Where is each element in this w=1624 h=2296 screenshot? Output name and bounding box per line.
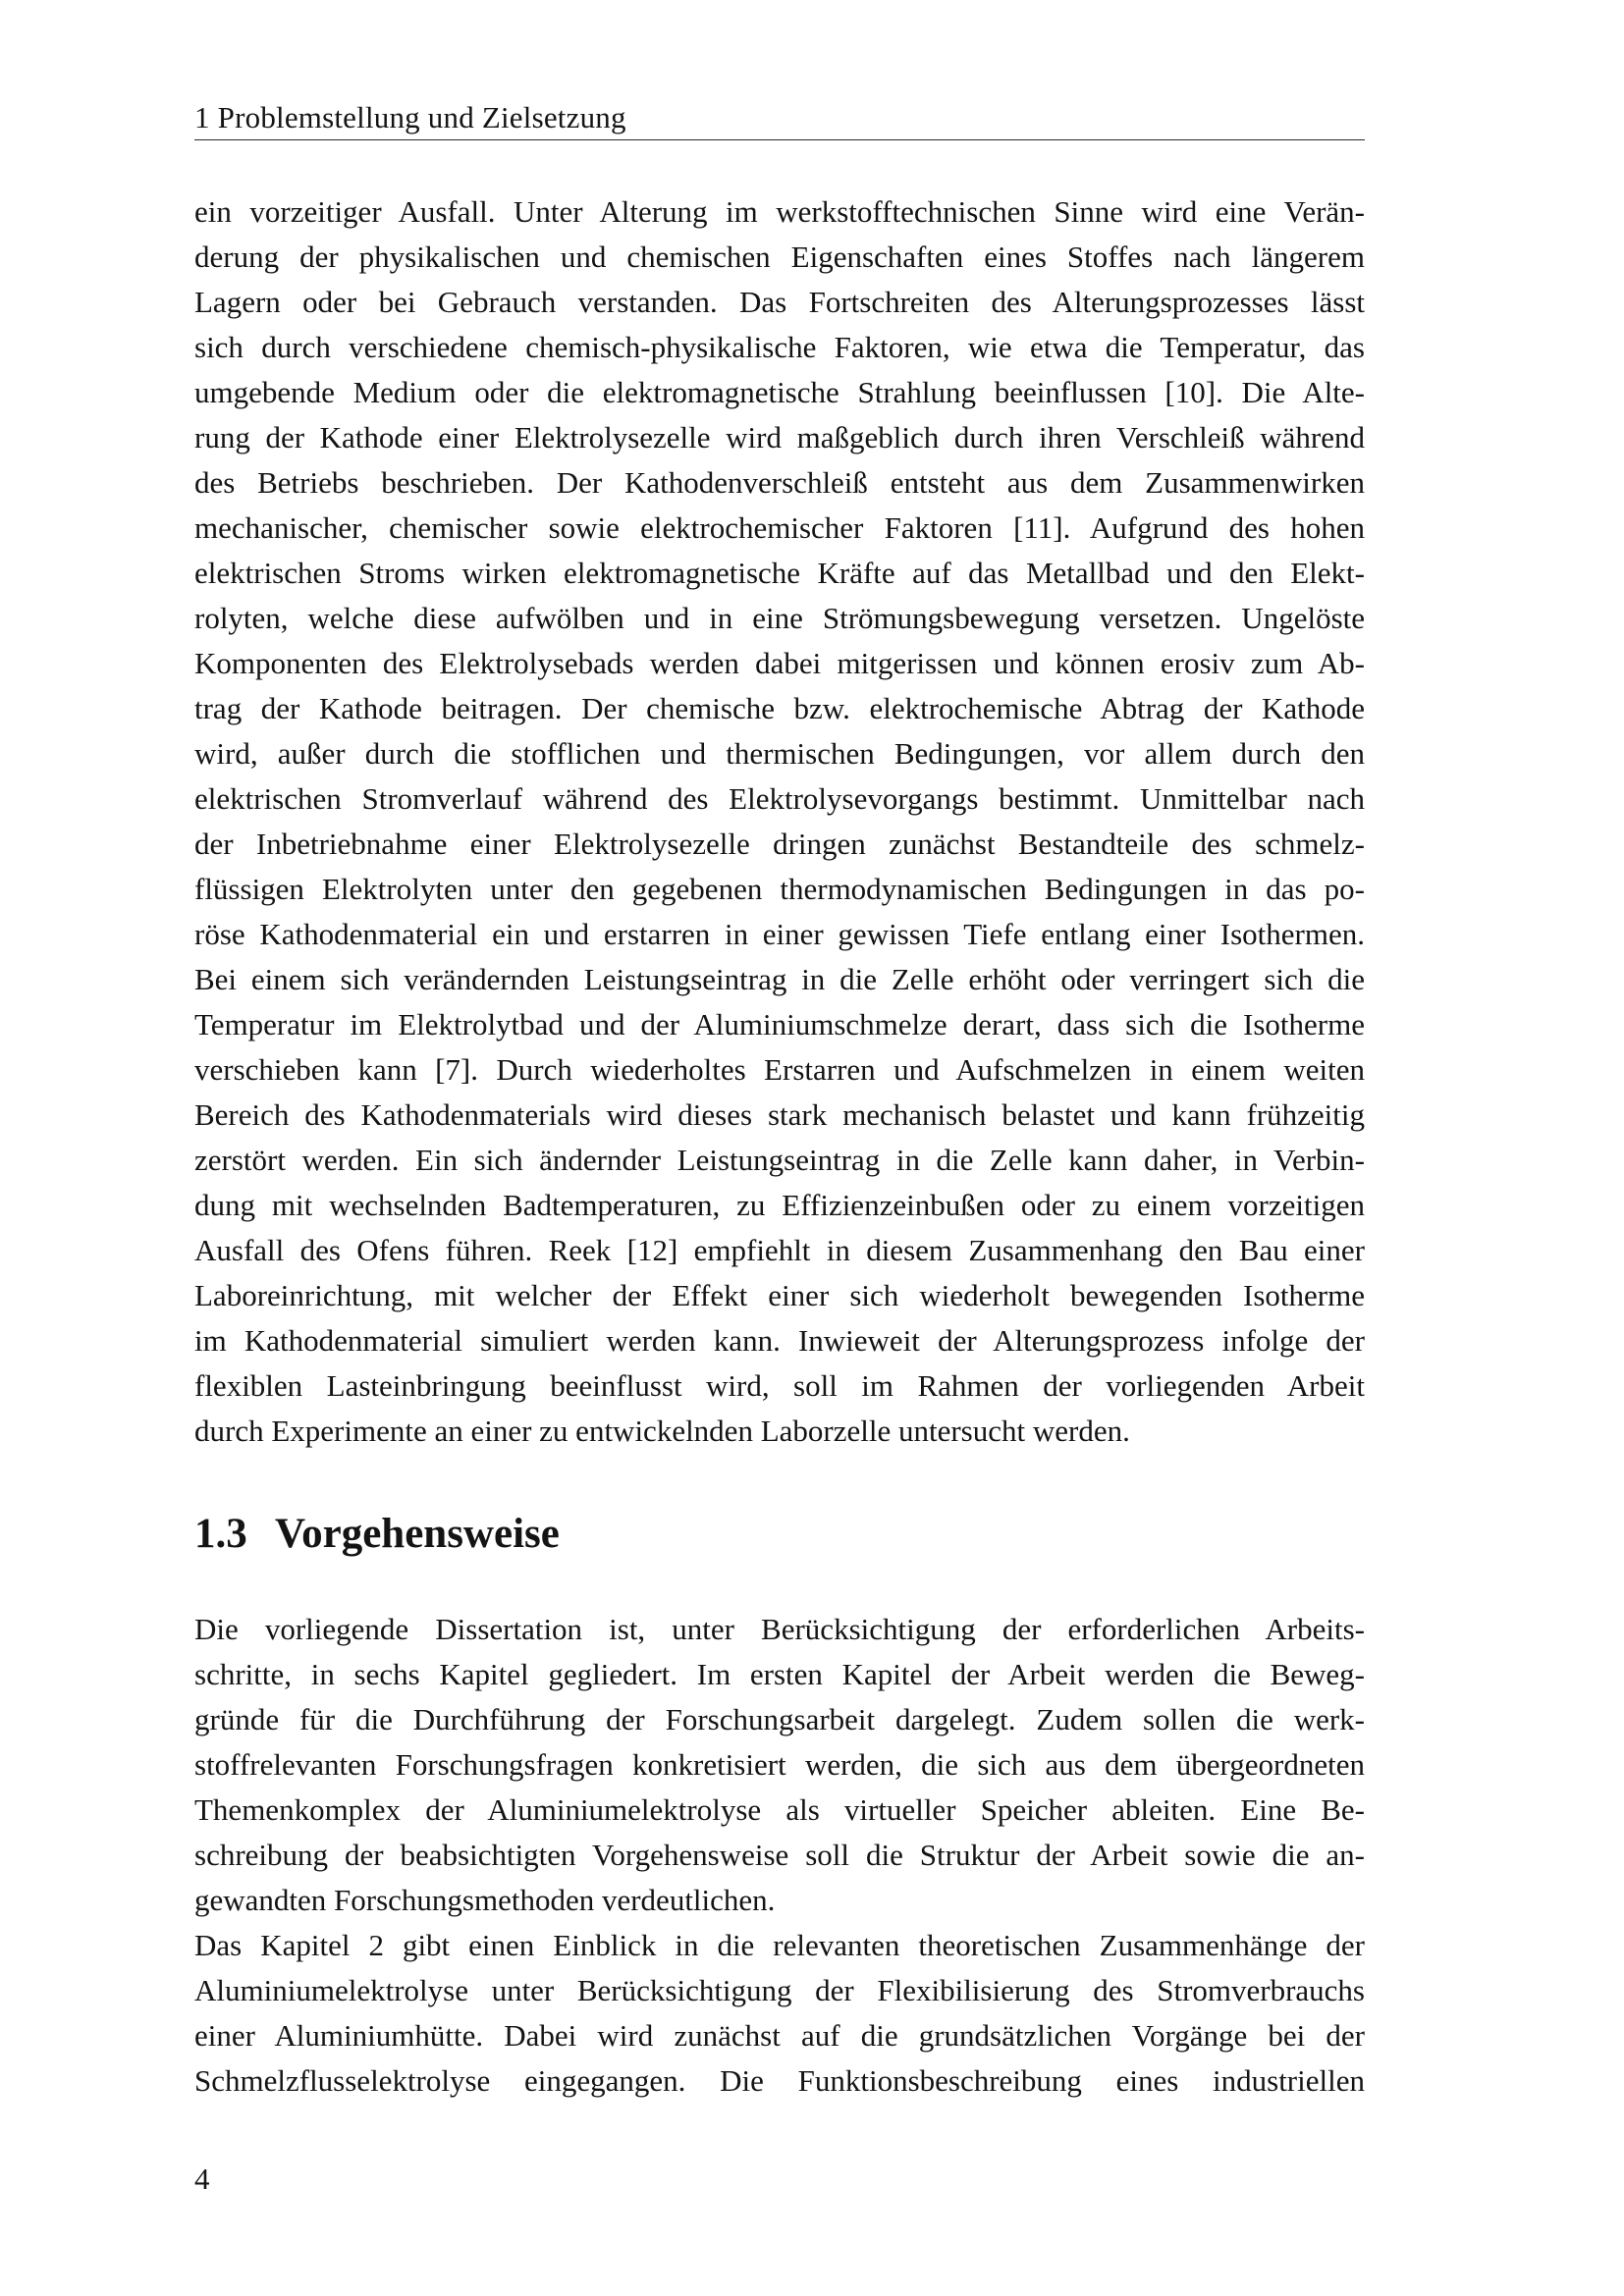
text-line: trag der Kathode beitragen. Der chemische bzw. elektrochemische Abtrag der Kathode bbox=[194, 691, 1365, 725]
text-line: im Kathodenmaterial simuliert werden kann. Inwieweit der Alterungsprozess infolge der bbox=[194, 1323, 1365, 1358]
text-line: Lagern oder bei Gebrauch verstanden. Das Fortschreiten des Alterungsprozesses lässt bbox=[194, 285, 1365, 319]
text-line: Bei einem sich verändernden Leistungseintrag in die Zelle erhöht oder verringert sich die bbox=[194, 962, 1365, 996]
running-header: 1 Problemstellung und Zielsetzung bbox=[194, 100, 626, 134]
paragraph-structure bbox=[194, 1607, 1365, 1923]
text-line: rolyten, welche diese aufwölben und in eine Strömungsbewegung versetzen. Ungelöste bbox=[194, 601, 1365, 635]
paragraph-aging bbox=[194, 189, 1365, 1454]
section-number: 1.3 bbox=[194, 1511, 247, 1557]
body-text-block-2 bbox=[194, 1607, 1365, 2104]
text-line: einer Aluminiumhütte. Dabei wird zunächst auf die grundsätzlichen Vorgänge bei der bbox=[194, 2018, 1365, 2053]
text-line: stoffrelevanten Forschungsfragen konkretisiert werden, die sich aus dem übergeordneten bbox=[194, 1747, 1365, 1782]
section-title: Vorgehensweise bbox=[275, 1511, 560, 1557]
text-line: schritte, in sechs Kapitel gegliedert. Im ersten Kapitel der Arbeit werden die Beweg- bbox=[194, 1657, 1365, 1691]
text-line: des Betriebs beschrieben. Der Kathodenverschleiß entsteht aus dem Zusammenwirken bbox=[194, 465, 1365, 500]
text-line: umgebende Medium oder die elektromagnetische Strahlung beeinflussen [10]. Die Alte- bbox=[194, 375, 1365, 409]
text-line: der Inbetriebnahme einer Elektrolysezelle dringen zunächst Bestandteile des schmelz- bbox=[194, 827, 1365, 861]
text-line: gewandten Forschungsmethoden verdeutlichen. bbox=[194, 1883, 776, 1917]
header-rule bbox=[194, 139, 1365, 140]
text-line: dung mit wechselnden Badtemperaturen, zu Effizienzeinbußen oder zu einem vorzeitigen bbox=[194, 1188, 1365, 1222]
text-line: elektrischen Stromverlauf während des Elektrolysevorgangs bestimmt. Unmittelbar nach bbox=[194, 781, 1365, 816]
text-line: Aluminiumelektrolyse unter Berücksichtigung der Flexibilisierung des Stromverbrauchs bbox=[194, 1973, 1365, 2007]
text-line: Komponenten des Elektrolysebads werden dabei mitgerissen und können erosiv zum Ab- bbox=[194, 646, 1365, 680]
text-line: zerstört werden. Ein sich ändernder Leistungseintrag in die Zelle kann daher, in Verbin- bbox=[194, 1143, 1365, 1177]
text-line: derung der physikalischen und chemischen Eigenschaften eines Stoffes nach längerem bbox=[194, 240, 1365, 274]
text-line: Laboreinrichtung, mit welcher der Effekt einer sich wiederholt bewegenden Isotherme bbox=[194, 1278, 1365, 1312]
text-line: elektrischen Stroms wirken elektromagnetische Kräfte auf das Metallbad und den Elekt- bbox=[194, 556, 1365, 590]
text-line: Temperatur im Elektrolytbad und der Aluminiumschmelze derart, dass sich die Isotherme bbox=[194, 1007, 1365, 1041]
text-line: Bereich des Kathodenmaterials wird dieses stark mechanisch belastet und kann frühzeitig bbox=[194, 1097, 1365, 1132]
text-line: verschieben kann [7]. Durch wiederholtes Erstarren und Aufschmelzen in einem weiten bbox=[194, 1052, 1365, 1087]
text-line: Das Kapitel 2 gibt einen Einblick in die relevanten theoretischen Zusammenhänge der bbox=[194, 1928, 1365, 1962]
text-line: Themenkomplex der Aluminiumelektrolyse als virtueller Speicher ableiten. Eine Be- bbox=[194, 1792, 1365, 1827]
text-line: Die vorliegende Dissertation ist, unter Berücksichtigung der erforderlichen Arbeits- bbox=[194, 1612, 1365, 1646]
text-line: Schmelzflusselektrolyse eingegangen. Die Funktionsbeschreibung eines industriellen bbox=[194, 2063, 1365, 2098]
section-heading bbox=[194, 1507, 560, 1562]
text-line: mechanischer, chemischer sowie elektrochemischer Faktoren [11]. Aufgrund des hohen bbox=[194, 510, 1365, 545]
text-line: Ausfall des Ofens führen. Reek [12] empfiehlt in diesem Zusammenhang den Bau einer bbox=[194, 1233, 1365, 1267]
text-line: gründe für die Durchführung der Forschungsarbeit dargelegt. Zudem sollen die werk- bbox=[194, 1702, 1365, 1736]
text-line: wird, außer durch die stofflichen und thermischen Bedingungen, vor allem durch den bbox=[194, 736, 1365, 771]
text-line: röse Kathodenmaterial ein und erstarren in einer gewissen Tiefe entlang einer Isothermen. bbox=[194, 917, 1365, 951]
paragraph-chapter-2 bbox=[194, 1923, 1365, 2104]
text-line: rung der Kathode einer Elektrolysezelle wird maßgeblich durch ihren Verschleiß während bbox=[194, 420, 1365, 454]
text-line: flüssigen Elektrolyten unter den gegebenen thermodynamischen Bedingungen in das po- bbox=[194, 872, 1365, 906]
text-line: schreibung der beabsichtigten Vorgehensweise soll die Struktur der Arbeit sowie die an- bbox=[194, 1838, 1365, 1872]
text-line: ein vorzeitiger Ausfall. Unter Alterung im werkstofftechnischen Sinne wird eine Verän- bbox=[194, 194, 1365, 229]
body-text-block-1 bbox=[194, 189, 1365, 1454]
text-line: durch Experimente an einer zu entwickelnden Laborzelle untersucht werden. bbox=[194, 1414, 1130, 1448]
text-line: flexiblen Lasteinbringung beeinflusst wird, soll im Rahmen der vorliegenden Arbeit bbox=[194, 1368, 1365, 1403]
text-line: sich durch verschiedene chemisch-physikalische Faktoren, wie etwa die Temperatur, das bbox=[194, 330, 1365, 364]
page-number: 4 bbox=[194, 2162, 210, 2196]
